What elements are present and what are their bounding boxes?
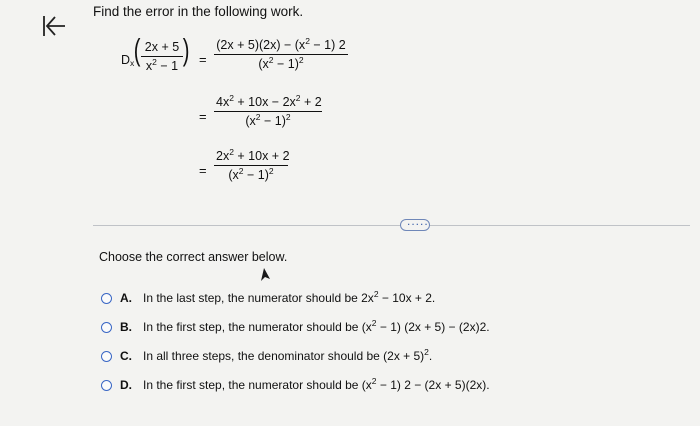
option-d[interactable] bbox=[101, 377, 621, 397]
derivative-operator: $D_x$ bbox=[121, 53, 135, 68]
choose-answer-label: Choose the correct answer below. bbox=[99, 250, 288, 264]
radio-d[interactable] bbox=[101, 380, 112, 391]
option-c-text: In all three steps, the denominator should be $(2x + 5)^2$. bbox=[143, 347, 433, 363]
step2-numerator: $4x^2 + 10x - 2x^2 + 2$ bbox=[216, 93, 322, 109]
option-a-letter: A. bbox=[120, 291, 132, 305]
step3-fraction bbox=[214, 149, 288, 182]
lhs-fraction bbox=[141, 40, 183, 73]
equals-sign-2: = bbox=[199, 109, 207, 124]
option-b[interactable] bbox=[101, 319, 621, 339]
step3-denominator: $(x^2 - 1)^2$ bbox=[228, 166, 274, 182]
option-d-letter: D. bbox=[120, 378, 132, 392]
section-divider bbox=[93, 225, 690, 226]
option-c[interactable] bbox=[101, 348, 621, 368]
right-paren: ) bbox=[182, 32, 190, 67]
lhs-numerator: 2x + 5 bbox=[144, 40, 180, 54]
option-c-letter: C. bbox=[120, 349, 132, 363]
mouse-pointer-icon bbox=[258, 267, 272, 283]
equals-sign-3: = bbox=[199, 163, 207, 178]
question-prompt: Find the error in the following work. bbox=[93, 4, 304, 19]
radio-c[interactable] bbox=[101, 351, 112, 362]
option-d-text: In the first step, the numerator should be $(x^2 - 1) 2 - (2x + 5)(2x)$. bbox=[143, 376, 490, 392]
expand-more-button[interactable]: ..... bbox=[400, 219, 430, 231]
step2-denominator: $(x^2 - 1)^2$ bbox=[245, 112, 291, 128]
step1-fraction bbox=[214, 38, 348, 71]
option-b-letter: B. bbox=[120, 320, 132, 334]
step1-denominator: $(x^2 - 1)^2$ bbox=[258, 55, 304, 71]
equals-sign-1: = bbox=[199, 52, 207, 67]
left-paren: ( bbox=[133, 32, 141, 67]
back-to-start-arrow-icon[interactable] bbox=[38, 10, 68, 40]
option-b-text: In the first step, the numerator should be $(x^2 - 1) (2x + 5) - (2x)2$. bbox=[143, 318, 490, 334]
radio-a[interactable] bbox=[101, 293, 112, 304]
option-a[interactable] bbox=[101, 290, 621, 310]
step1-numerator: $(2x + 5)(2x) - (x^2 - 1)$ 2 bbox=[216, 36, 346, 52]
lhs-denominator: $x^2 - 1$ bbox=[145, 57, 179, 73]
step3-numerator: $2x^2 + 10x + 2$ bbox=[216, 147, 290, 163]
radio-b[interactable] bbox=[101, 322, 112, 333]
option-a-text: In the last step, the numerator should be $2x^2 - 10x + 2$. bbox=[143, 289, 436, 305]
step2-fraction bbox=[214, 95, 322, 128]
